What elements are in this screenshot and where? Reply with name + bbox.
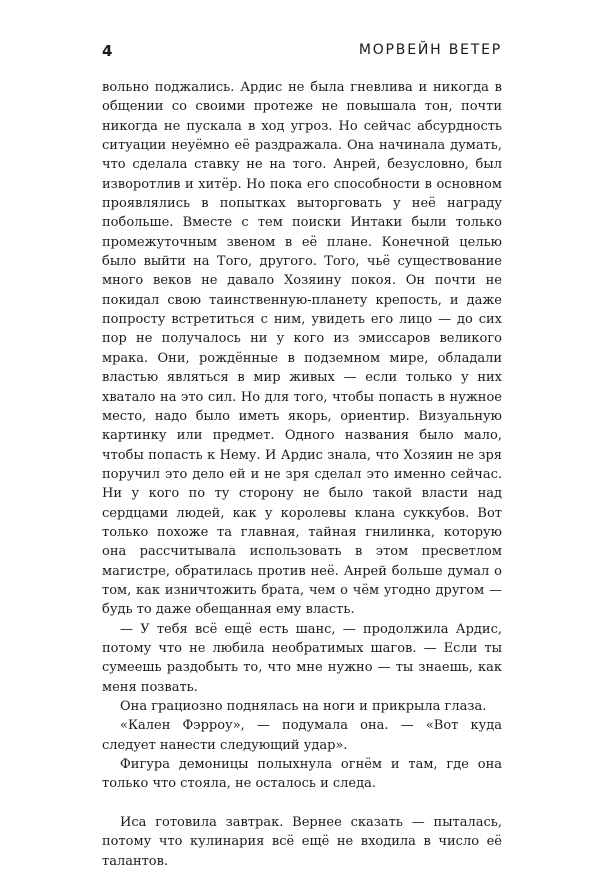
paragraph: «Кален Фэрроу», — подумала она. — «Вот куда следует нанести следующий удар». (102, 718, 502, 753)
paragraph: Она грациозно поднялась на ноги и прикрыла глаза. (120, 699, 487, 714)
paragraph: Фигура демоницы полыхнула огнём и там, где она только что стояла, не осталось и следа. (102, 757, 502, 792)
body-text (102, 78, 502, 871)
page-number: 4 (102, 42, 113, 60)
running-title: МОРВЕЙН ВЕТЕР (358, 42, 502, 58)
paragraph: вольно поджались. Ардис не была гневлива и никогда в общении со своими протеже не повышала тон, почти никогда не пускала в ход угроз. Но сейчас абсурдность ситуации неуёмно её раздражала. Она начинала думать, что сделала ставку не на того. Анрей, безусловно, был изворотлив и хитёр. Но пока его способности в основном проявлялись в попытках выторговать у неё награду побольше. Вместе с тем поиски Интаки были только промежуточным звеном в её плане. Конечной целью было выйти на Того, другого. Того, чьё существование много веков не давало Хозяину покоя. Он почти не покидал свою таинственную-планету крепость, и даже попросту встретиться с ним, увидеть его лицо — до сих пор не получалось ни у кого из эмиссаров великого мрака. Они, рождённые в подземном мире, обладали властью являться в мир живых — если только у них хватало на это сил. Но для того, чтобы попасть в нужное место, надо было иметь якорь, ориентир. Визуальную картинку или предмет. Одного названия было мало, чтобы попасть к Нему. И Ардис знала, что Хозяин не зря поручил это дело ей и не зря сделал это именно сейчас. Ни у кого по ту сторону не было такой власти над сердцами людей, как у королевы клана суккубов. Вот только похоже та главная, тайная гнилинка, которую она рассчитывала использовать в этом пресветлом магистре, обратилась против неё. Анрей больше думал о том, как изничтожить брата, чем о чём угодно другом — будь то даже обещанная ему власть. (102, 80, 502, 618)
paragraph: Иса готовила завтрак. Вернее сказать — пыталась, потому что кулинария всё ещё не входила в число её талантов. (102, 815, 502, 869)
page-header (102, 42, 502, 64)
paragraph: — У тебя всё ещё есть шанс, — продолжила Ардис, потому что не любила необратимых шагов. — Если ты сумеешь раздобыть то, что мне нужно — ты знаешь, как меня позвать. (102, 621, 502, 695)
